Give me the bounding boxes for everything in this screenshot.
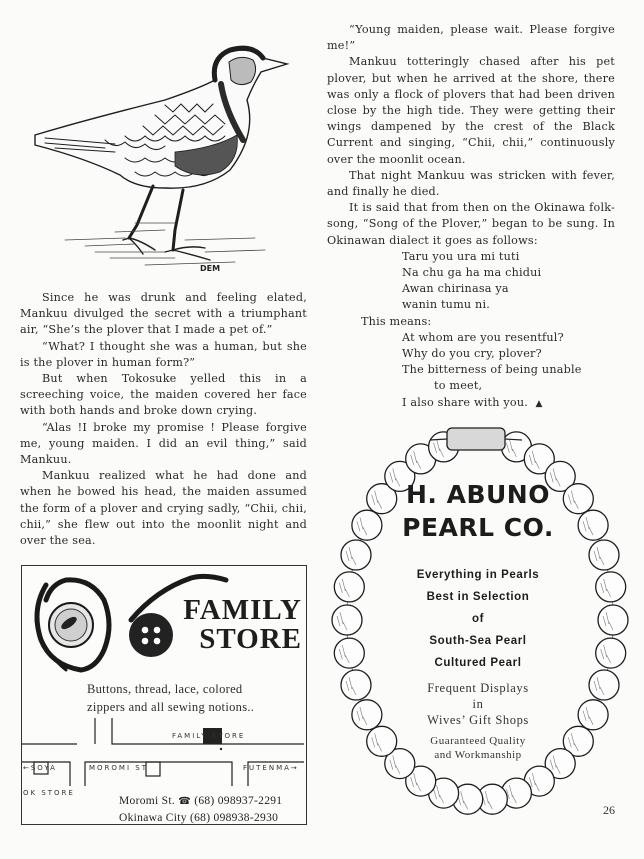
paragraph: Mankuu totteringly chased after his pet plover, but when he arrived at the shore, there was only a flock of plovers that had been driven close by the high tide. They were getting their wings dampened by the crest of the Black Current and singing, “Chii, chii,” continuously over the moonlit ocean. [327, 55, 615, 166]
verse-english [327, 330, 615, 412]
verse-line: At whom are you resentful? [402, 330, 564, 344]
display-line: Frequent Displays [427, 681, 529, 695]
page-number: 26 [603, 803, 615, 817]
paragraph: “What? I thought she was a human, but she is the plover in human form?” [20, 339, 307, 369]
title-line: H. ABUNO [405, 480, 550, 509]
family-store-title [162, 596, 302, 654]
feature-line: South-Sea Pearl [429, 635, 527, 647]
store-location-map [22, 718, 306, 790]
address-line [119, 793, 305, 810]
pearl-icon [578, 700, 608, 730]
title-line: PEARL CO. [402, 513, 554, 542]
guarantee-line: and Workmanship [434, 749, 522, 761]
pearl-icon [578, 510, 608, 540]
map-street-label: MOROMI ST [89, 764, 148, 772]
verse-line-last [402, 395, 615, 412]
pearl-ad-title [378, 478, 578, 544]
pearl-ad-displays [378, 680, 578, 728]
paragraph: “Alas !I broke my promise ! Please forgive me, young maiden. I did an evil thing,” said Mankuu. [20, 420, 307, 467]
family-store-ad [21, 565, 307, 825]
verse-line: Na chu ga ha ma chidui [402, 266, 542, 280]
map-futenma-label: FUTENMA→ [243, 764, 299, 772]
pearl-ad-guarantee [378, 734, 578, 762]
plover-illustration [25, 40, 295, 280]
map-store-label: FAMILY STORE [172, 732, 246, 740]
paragraph: It is said that from then on the Okinawa folk-song, “Song of the Plover,” began to be sung. In Okinawan dialect it goes as follows: [327, 201, 615, 247]
verse-line: I also share with you. [402, 395, 529, 409]
telephone-icon: ☎ [178, 796, 191, 807]
paragraph: “Young maiden, please wait. Please forgive me!” [327, 23, 615, 53]
pearl-icon [341, 670, 371, 700]
description-line: Buttons, thread, lace, colored [87, 682, 243, 696]
verse-line: Taru you ura mi tuti [402, 249, 520, 263]
pearl-icon [589, 670, 619, 700]
map-ok-store-label: OK STORE [23, 789, 75, 797]
pearl-ad [378, 478, 578, 762]
store-address [119, 793, 305, 826]
pearl-icon [341, 540, 371, 570]
verse-line: Awan chirinasa ya [402, 282, 509, 296]
paragraph: But when Tokosuke yelled this in a screeching voice, the maiden covered her face with both hands and broke down crying. [20, 372, 307, 418]
verse-line: wanin tumu ni. [402, 298, 491, 312]
pearl-icon [589, 540, 619, 570]
feature-line: of [471, 613, 485, 625]
feature-line: Cultured Pearl [434, 657, 522, 669]
pearl-ad-features [378, 564, 578, 674]
feature-line: Everything in Pearls [416, 569, 540, 581]
article-left-column [20, 290, 307, 549]
paragraph: That night Mankuu was stricken with fever, and finally he died. [327, 168, 615, 199]
guarantee-line: Guaranteed Quality [430, 735, 526, 747]
article-right-column [327, 22, 615, 412]
verse-line: The bitterness of being unable [402, 363, 582, 377]
paragraph: Since he was drunk and feeling elated, Mankuu divulged the secret with a triumphant air, “She’s the plover that I made a pet of.” [20, 291, 307, 337]
family-store-description [87, 680, 307, 716]
pearl-icon [332, 605, 362, 635]
title-line: STORE [199, 623, 302, 655]
pearl-icon [598, 605, 628, 635]
this-means-label: This means: [361, 314, 432, 328]
illustrator-signature: DEM [200, 264, 221, 273]
phone-number: (68) 098937-2291 [194, 795, 283, 807]
title-line: FAMILY [183, 594, 302, 626]
verse-okinawan [327, 249, 615, 314]
pearl-icon [596, 572, 626, 602]
description-line: zippers and all sewing notions.. [87, 700, 255, 714]
pearl-icon [596, 638, 626, 668]
pearl-icon [334, 638, 364, 668]
display-line: in [472, 697, 484, 711]
paragraph: Mankuu realized what he had done and when he bowed his head, the maiden assumed the form of a plover and crying sadly, “Chii, chii, chii,” she flew out into the moonlit night and over the sea. [20, 469, 307, 548]
city: Okinawa City [119, 812, 187, 824]
end-mark-icon: ▲ [535, 398, 543, 409]
verse-line: Why do you cry, plover? [402, 347, 542, 361]
address-line [119, 810, 305, 826]
phone-number: (68) 098938-2930 [190, 812, 279, 824]
feature-line: Best in Selection [426, 591, 530, 603]
display-line: Wives’ Gift Shops [427, 713, 529, 727]
clasp-icon [447, 428, 505, 450]
map-soya-label: ←SOYA [23, 764, 57, 772]
street-address: Moromi St. [119, 795, 176, 807]
verse-line: to meet, [434, 379, 483, 393]
pearl-icon [334, 572, 364, 602]
